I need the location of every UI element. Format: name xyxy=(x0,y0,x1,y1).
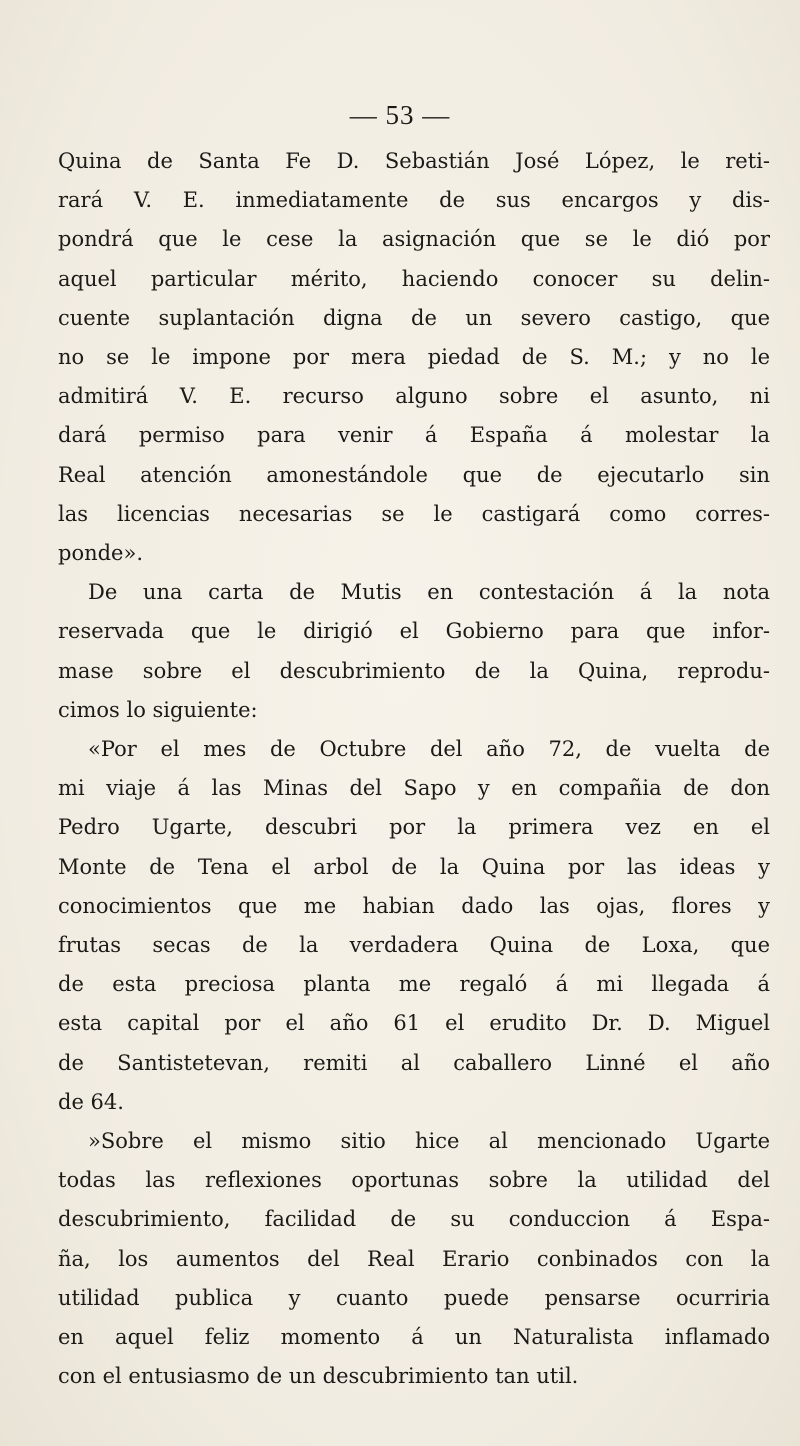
text-line: Real atención amonestándole que de ejecutarlo sin xyxy=(58,462,770,487)
text-line: «Por el mes de Octubre del año 72, de vuelta de xyxy=(88,737,770,762)
text-line: las licencias necesarias se le castigará como corres- xyxy=(58,501,770,526)
text-line: Monte de Tena el arbol de la Quina por las ideas y xyxy=(58,854,770,879)
text-line: reservada que le dirigió el Gobierno para que infor- xyxy=(58,619,770,644)
text-line: todas las reflexiones oportunas sobre la utilidad del xyxy=(58,1168,770,1193)
paragraph-quina-discovery xyxy=(58,730,770,1122)
text-line: aquel particular mérito, haciendo conocer su delin- xyxy=(58,266,770,291)
text-line: »Sobre el mismo sitio hice al mencionado Ugarte xyxy=(88,1129,770,1154)
text-line: cimos lo siguiente: xyxy=(58,697,258,722)
text-line: descubrimiento, facilidad de su conduccion á Espa- xyxy=(58,1207,770,1232)
text-line: de 64. xyxy=(58,1089,124,1114)
text-line: de esta preciosa planta me regaló á mi llegada á xyxy=(58,972,770,997)
text-line: De una carta de Mutis en contestación á la nota xyxy=(88,580,770,605)
paragraph-mutis-letter-intro xyxy=(58,573,770,730)
text-line: frutas secas de la verdadera Quina de Loxa, que xyxy=(58,933,770,958)
text-line: admitirá V. E. recurso alguno sobre el asunto, ni xyxy=(58,384,770,409)
text-line: conocimientos que me habian dado las ojas, flores y xyxy=(58,893,770,918)
text-line: no se le impone por mera piedad de S. M.; y no le xyxy=(58,345,770,370)
body-text xyxy=(58,142,770,1397)
text-line: cuente suplantación digna de un severo castigo, que xyxy=(58,305,770,330)
text-line: pondrá que le cese la asignación que se le dió por xyxy=(58,227,770,252)
text-line: ña, los aumentos del Real Erario conbinados con la xyxy=(58,1246,770,1271)
text-line: dará permiso para venir á España á molestar la xyxy=(58,423,770,448)
text-line: Quina de Santa Fe D. Sebastián José López, le reti- xyxy=(58,149,770,173)
text-line: Pedro Ugarte, descubri por la primera vez en el xyxy=(58,815,770,840)
text-line: en aquel feliz momento á un Naturalista inflamado xyxy=(58,1325,770,1350)
paragraph-decree-continuation xyxy=(58,142,770,573)
text-line: de Santistetevan, remiti al caballero Linné el año xyxy=(58,1050,770,1075)
text-line: ponde». xyxy=(58,541,144,566)
text-line: mase sobre el descubrimiento de la Quina, reprodu- xyxy=(58,658,770,683)
text-line: con el entusiasmo de un descubrimiento tan util. xyxy=(58,1364,579,1389)
text-line: rará V. E. inmediatamente de sus encargos y dis- xyxy=(58,188,770,213)
text-line: mi viaje á las Minas del Sapo y en compañia de don xyxy=(58,776,770,801)
paragraph-ugarte-reflections xyxy=(58,1122,770,1396)
text-line: utilidad publica y cuanto puede pensarse ocurriria xyxy=(58,1285,770,1310)
text-line: esta capital por el año 61 el erudito Dr. D. Miguel xyxy=(58,1011,770,1036)
page-number: — 53 — xyxy=(349,100,451,130)
